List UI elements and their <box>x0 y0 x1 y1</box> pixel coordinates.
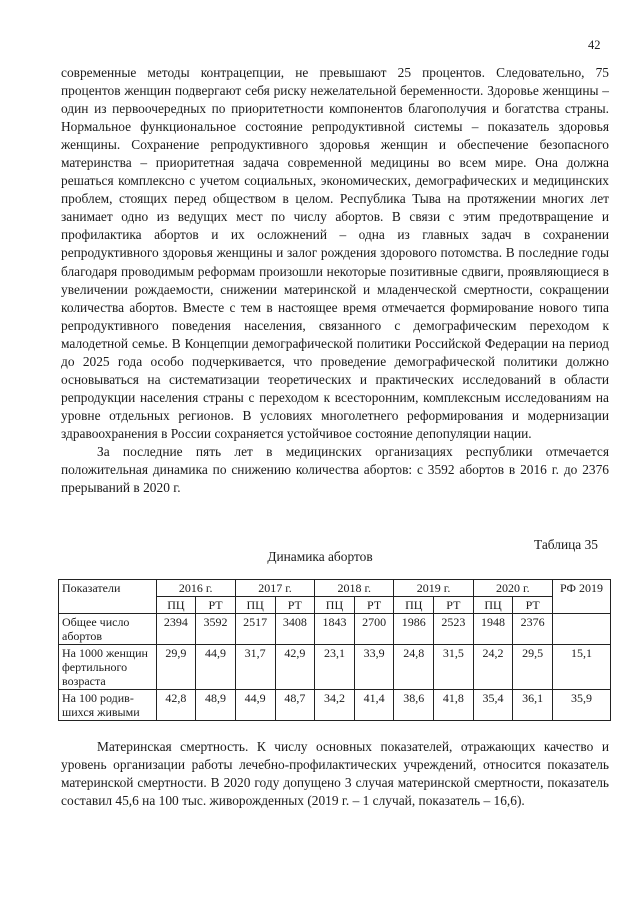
subheader-rt: РТ <box>354 597 394 614</box>
abortion-dynamics-table <box>58 579 611 721</box>
table-cell: 3592 <box>196 614 236 645</box>
table-cell: 2376 <box>513 614 553 645</box>
table-cell: 48,9 <box>196 690 236 721</box>
table-cell: 35,4 <box>473 690 513 721</box>
table-cell: 23,1 <box>315 645 355 690</box>
table-cell: 48,7 <box>275 690 315 721</box>
paragraph-reproductive-health: современные методы контрацепции, не превышают 25 процентов. Следовательно, 75 процентов женщин подвергают себя риску нежелательной беременности. Здоровье женщины – один из первоочередных по приоритетности компонентов благополучия и богатства страны. Нормальное функциональное состояние репродуктивной системы – показатель здоровья женщины. Сохранение репродуктивного здоровья женщин и обеспечение безопасного материнства – приоритетная задача современной медицины во всем мире. Она должна решаться комплексно с учетом социальных, экономических, демографических и медицинских проблем, стоящих перед обществом в целом. Республика Тыва на протяжении многих лет занимает одно из ведущих мест по числу абортов. В связи с этим предотвращение и профилактика абортов и их осложнений – одна из главных задач в сохранении репродуктивного здоровья женщины и залог рождения здорового потомства. В последние годы благодаря проводимым реформам произошли некоторые позитивные сдвиги, проявляющиеся в увеличении рождаемости, снижении материнской и младенческой смертности, сокращении количества абортов. Вместе с тем в настоящее время отмечается формирование нового типа репродуктивного поведения населения, связанного с демографическим переходом к малодетной семье. В Концепции демографической политики Российской Федерации на период до 2025 года особо подчеркивается, что проведение демографической политики должно основываться на систематизации теоретических и практических исследований в области репродукции населения страны с переходом к всесторонним, комплексным исследованиям на уровне отдельных регионов. В условиях многолетнего реформирования и модернизации здравоохранения в России сохраняется устойчивое состояние депопуляции нации. <box>61 65 609 441</box>
table-caption: Динамика абортов <box>267 549 373 564</box>
table-cell: 1843 <box>315 614 355 645</box>
table-row <box>59 614 611 645</box>
paragraph-abortion-dynamics: За последние пять лет в медицинских организациях республики отмечается положительная динамика по снижению количества абортов: с 3592 абортов в 2016 г. до 2376 прерываний в 2020 г. <box>61 443 609 496</box>
column-header-year: 2017 г. <box>235 580 314 597</box>
table-cell: 29,9 <box>156 645 196 690</box>
table-cell: 42,9 <box>275 645 315 690</box>
page-number: 42 <box>588 38 601 52</box>
subheader-rt: РТ <box>434 597 474 614</box>
row-label: На 1000 женщин фертильного возраста <box>59 645 157 690</box>
subheader-pc: ПЦ <box>156 597 196 614</box>
row-label: Общее число абортов <box>59 614 157 645</box>
subheader-pc: ПЦ <box>473 597 513 614</box>
column-header-indicators: Показатели <box>59 580 157 614</box>
table-cell: 41,8 <box>434 690 474 721</box>
subheader-rt: РТ <box>275 597 315 614</box>
table-cell: 31,7 <box>235 645 275 690</box>
table-cell: 44,9 <box>235 690 275 721</box>
table-cell-rf: 35,9 <box>552 690 610 721</box>
column-header-year: 2019 г. <box>394 580 473 597</box>
table-cell: 34,2 <box>315 690 355 721</box>
table-cell: 24,2 <box>473 645 513 690</box>
table-row <box>59 645 611 690</box>
table-cell: 41,4 <box>354 690 394 721</box>
subheader-pc: ПЦ <box>315 597 355 614</box>
body-text <box>61 64 609 497</box>
table-cell-rf <box>552 614 610 645</box>
table-cell: 29,5 <box>513 645 553 690</box>
table-label: Таблица 35 <box>534 537 598 552</box>
column-header-year: 2016 г. <box>156 580 235 597</box>
table-cell: 3408 <box>275 614 315 645</box>
column-header-rf: РФ 2019 <box>552 580 610 614</box>
row-label: На 100 родив-шихся живыми <box>59 690 157 721</box>
table-cell: 31,5 <box>434 645 474 690</box>
subheader-rt: РТ <box>196 597 236 614</box>
table-cell: 1986 <box>394 614 434 645</box>
table-cell: 1948 <box>473 614 513 645</box>
column-header-year: 2020 г. <box>473 580 552 597</box>
table-cell: 2700 <box>354 614 394 645</box>
subheader-pc: ПЦ <box>394 597 434 614</box>
table-cell: 38,6 <box>394 690 434 721</box>
table-cell: 44,9 <box>196 645 236 690</box>
table-cell: 24,8 <box>394 645 434 690</box>
paragraph-maternal-mortality: Материнская смертность. К числу основных показателей, отражающих качество и уровень организации работы лечебно-профилактических учреждений, относится показатель материнской смертности. В 2020 году допущено 3 случая материнской смертности, показатель составил 45,6 на 100 тыс. живорожденных (2019 г. – 1 случай, показатель – 16,6). <box>61 739 609 809</box>
table-header-row <box>59 580 611 597</box>
table-cell-rf: 15,1 <box>552 645 610 690</box>
column-header-year: 2018 г. <box>315 580 394 597</box>
table-cell: 33,9 <box>354 645 394 690</box>
table-cell: 2394 <box>156 614 196 645</box>
subheader-pc: ПЦ <box>235 597 275 614</box>
table-cell: 2523 <box>434 614 474 645</box>
table-row <box>59 690 611 721</box>
table-cell: 42,8 <box>156 690 196 721</box>
subheader-rt: РТ <box>513 597 553 614</box>
table-cell: 36,1 <box>513 690 553 721</box>
table-cell: 2517 <box>235 614 275 645</box>
